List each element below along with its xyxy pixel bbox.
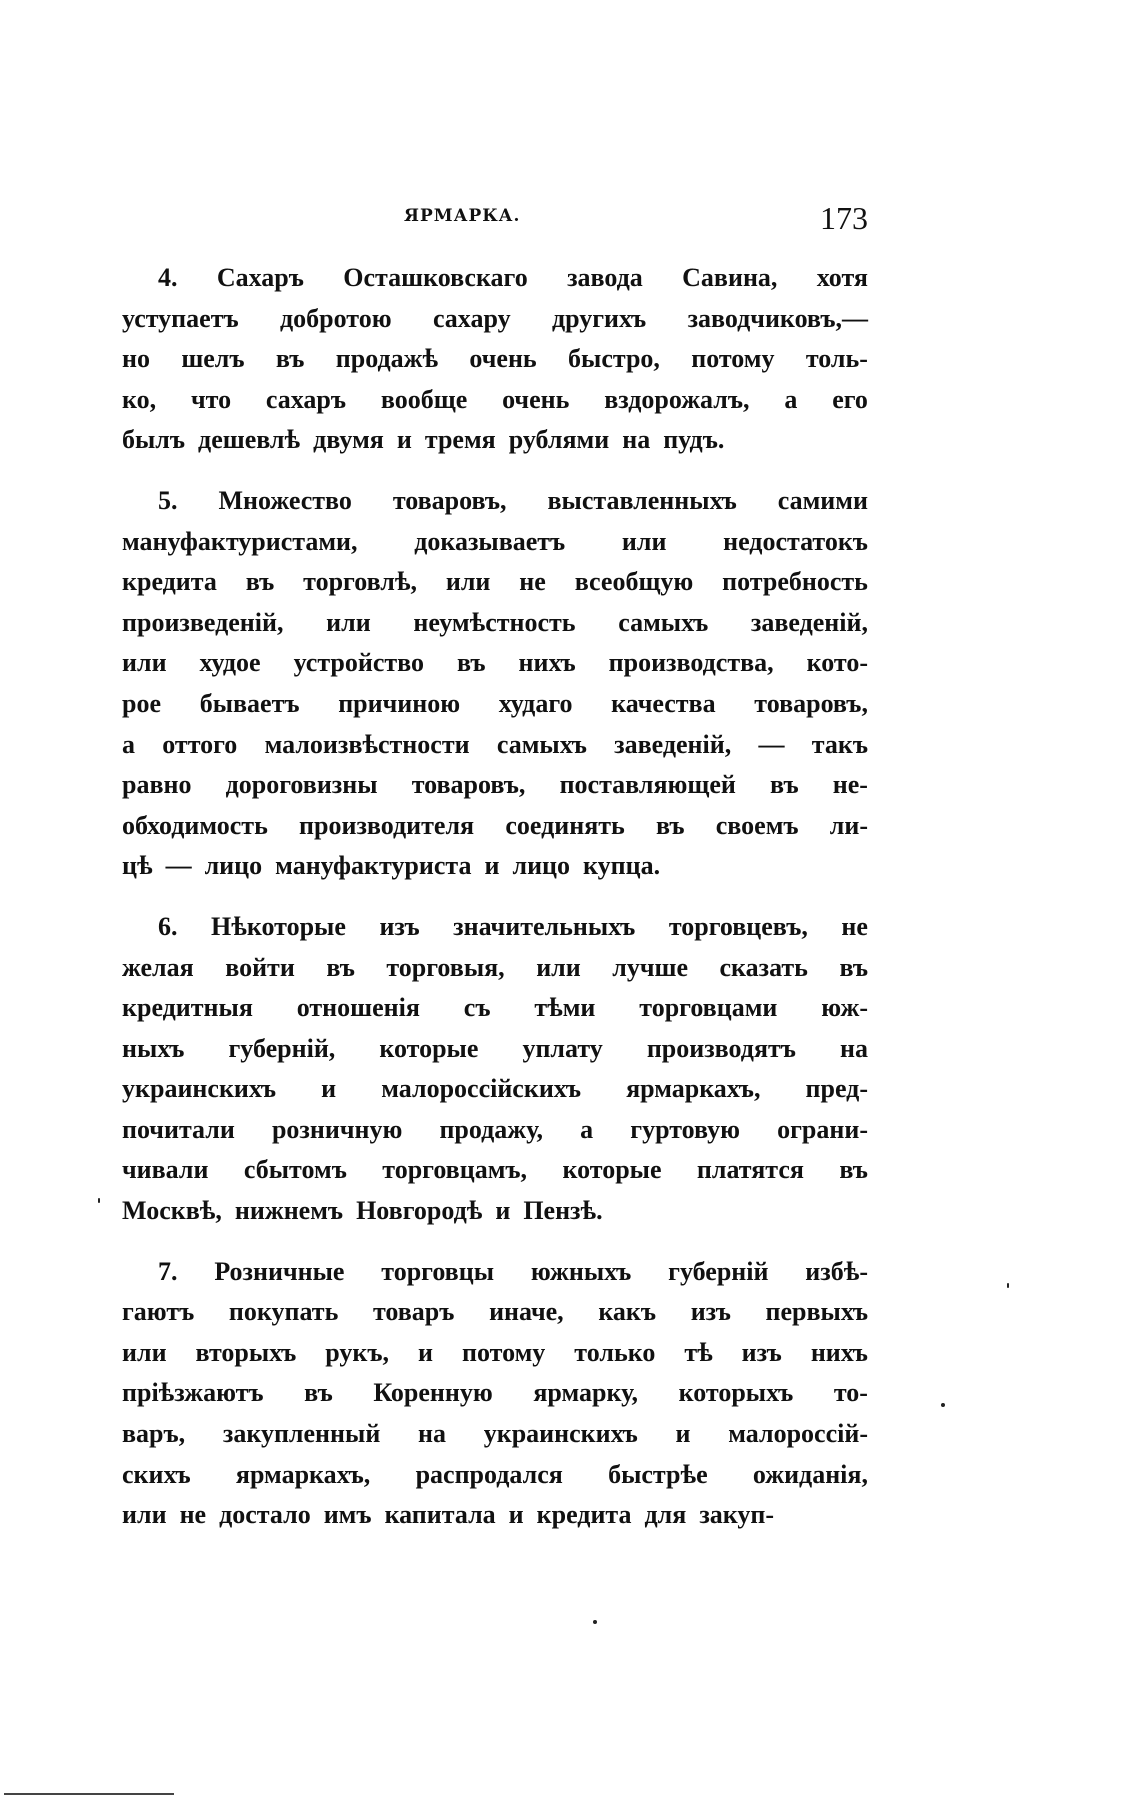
paragraph bbox=[122, 1252, 868, 1536]
print-speck bbox=[98, 1198, 100, 1203]
text-line: цѣ — лицо мануфактуриста и лицо купца. bbox=[122, 851, 661, 881]
text-line: гаютъ покупать товаръ иначе, какъ изъ первыхъ bbox=[122, 1297, 868, 1327]
text-line: а оттого малоизвѣстности самыхъ заведеній, — такъ bbox=[122, 729, 868, 759]
print-speck bbox=[1007, 1283, 1009, 1288]
text-line: Москвѣ, нижнемъ Новгородѣ и Пензѣ. bbox=[122, 1196, 603, 1226]
text-line: былъ дешевлѣ двумя и тремя рублями на пудъ. bbox=[122, 425, 725, 455]
text-line: чивали сбытомъ торговцамъ, которые платятся въ bbox=[122, 1155, 868, 1185]
text-line: 7. Розничные торговцы южныхъ губерній избѣ- bbox=[158, 1256, 868, 1286]
text-line: варъ, закупленный на украинскихъ и малороссій- bbox=[122, 1419, 868, 1449]
text-line: рое бываетъ причиною худаго качества товаровъ, bbox=[122, 688, 868, 718]
text-line: 6. Нѣкоторые изъ значительныхъ торговцевъ, не bbox=[158, 911, 868, 941]
text-line: желая войти въ торговыя, или лучше сказать въ bbox=[122, 952, 868, 982]
body-text bbox=[122, 258, 868, 1556]
text-line: кредитныя отношенія съ тѣми торговцами юж- bbox=[122, 993, 868, 1023]
text-line: 5. Множество товаровъ, выставленныхъ самими bbox=[158, 485, 868, 515]
text-line: почитали розничную продажу, а гуртовую ограни- bbox=[122, 1114, 868, 1144]
text-line: или вторыхъ рукъ, и потому только тѣ изъ нихъ bbox=[122, 1337, 868, 1367]
print-speck bbox=[941, 1403, 945, 1407]
page-header bbox=[122, 200, 868, 240]
text-line: мануфактуристами, доказываетъ или недостатокъ bbox=[122, 526, 868, 556]
text-line: ко, что сахаръ вообще очень вздорожалъ, а его bbox=[122, 384, 868, 414]
bottom-rule bbox=[4, 1793, 174, 1795]
text-line: произведеній, или неумѣстность самыхъ заведеній, bbox=[122, 607, 868, 637]
text-line: пріѣзжаютъ въ Коренную ярмарку, которыхъ то- bbox=[122, 1378, 868, 1408]
text-line: 4. Сахаръ Осташковскаго завода Савина, хотя bbox=[158, 263, 868, 292]
text-line: кредита въ торговлѣ, или не всеобщую потребность bbox=[122, 567, 868, 597]
text-line: но шелъ въ продажѣ очень быстро, потому толь- bbox=[122, 344, 868, 374]
text-line: равно дороговизны товаровъ, поставляющей въ не- bbox=[122, 770, 868, 800]
text-line: или не достало имъ капитала и кредита для закуп- bbox=[122, 1500, 775, 1530]
text-line: украинскихъ и малороссійскихъ ярмаркахъ, пред- bbox=[122, 1074, 868, 1104]
running-head: ЯРМАРКА. bbox=[404, 206, 521, 226]
paragraph bbox=[122, 907, 868, 1232]
text-line: скихъ ярмаркахъ, распродался быстрѣе ожиданія, bbox=[122, 1459, 868, 1489]
text-line: обходимость производителя соединять въ своемъ ли- bbox=[122, 810, 868, 840]
paragraph bbox=[122, 481, 868, 887]
print-speck bbox=[593, 1620, 597, 1624]
text-line: уступаетъ добротою сахару другихъ заводчиковъ,— bbox=[122, 303, 868, 333]
text-line: ныхъ губерній, которые уплату производятъ на bbox=[122, 1033, 868, 1063]
text-line: или худое устройство въ нихъ производства, кото- bbox=[122, 648, 868, 678]
page-number: 173 bbox=[820, 200, 868, 236]
paragraph bbox=[122, 258, 868, 461]
